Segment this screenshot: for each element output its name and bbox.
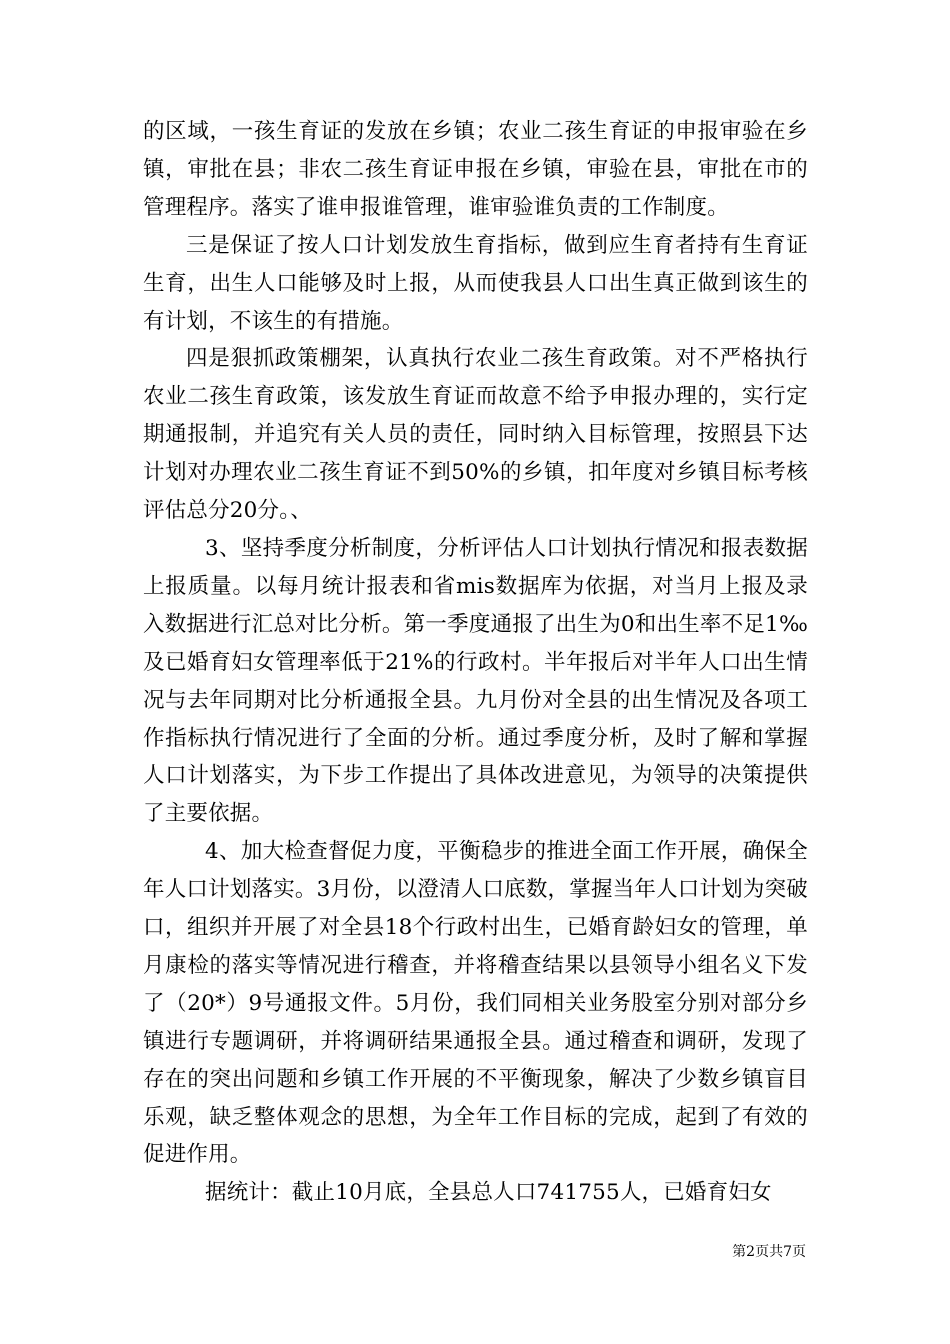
paragraph-1: 的区域，一孩生育证的发放在乡镇；农业二孩生育证的申报审验在乡镇，审批在县；非农二孩生育证申报在乡镇，审验在县，审批在市的管理程序。落实了谁申报谁管理，谁审验谁负责的工作制度。 (143, 119, 808, 220)
page-number-footer: 第2页共7页 (732, 1244, 806, 1260)
document-body (143, 113, 808, 1212)
paragraph-2: 三是保证了按人口计划发放生育指标，做到应生育者持有生育证生育，出生人口能够及时上报，从而使我县人口出生真正做到该生的有计划，不该生的有措施。 (143, 232, 808, 334)
paragraph-5: 4、加大检查督促力度，平衡稳步的推进全面工作开展，确保全年人口计划落实。3月份，以澄清人口底数，掌握当年人口计划为突破口，组织并开展了对全县18个行政村出生，已婚育龄妇女的管理，单月康检的落实等情况进行稽查，并将稽查结果以县领导小组名义下发了（20*）9号通报文件。5月份，我们同相关业务股室分别对部分乡镇进行专题调研，并将调研结果通报全县。通过稽查和调研，发现了存在的突出问题和乡镇工作开展的不平衡现象，解决了少数乡镇盲目乐观，缺乏整体观念的思想，为全年工作目标的完成，起到了有效的促进作用。 (143, 839, 808, 1168)
paragraph-3: 四是狠抓政策棚架，认真执行农业二孩生育政策。对不严格执行农业二孩生育政策，该发放生育证而故意不给予申报办理的，实行定期通报制，并追究有关人员的责任，同时纳入目标管理，按照县下达计划对办理农业二孩生育证不到50%的乡镇，扣年度对乡镇目标考核评估总分20分。、 (143, 346, 808, 524)
paragraph-6: 据统计：截止10月底，全县总人口741755人，已婚育妇女 (205, 1180, 772, 1206)
paragraph-4: 3、坚持季度分析制度，分析评估人口计划执行情况和报表数据上报质量。以每月统计报表和省mis数据库为依据，对当月上报及录入数据进行汇总对比分析。第一季度通报了出生为0和出生率不足1‰及已婚育妇女管理率低于21%的行政村。半年报后对半年人口出生情况与去年同期对比分析通报全县。九月份对全县的出生情况及各项工作指标执行情况进行了全面的分析。通过季度分析，及时了解和掌握人口计划落实，为下步工作提出了具体改进意见，为领导的决策提供了主要依据。 (143, 535, 808, 827)
